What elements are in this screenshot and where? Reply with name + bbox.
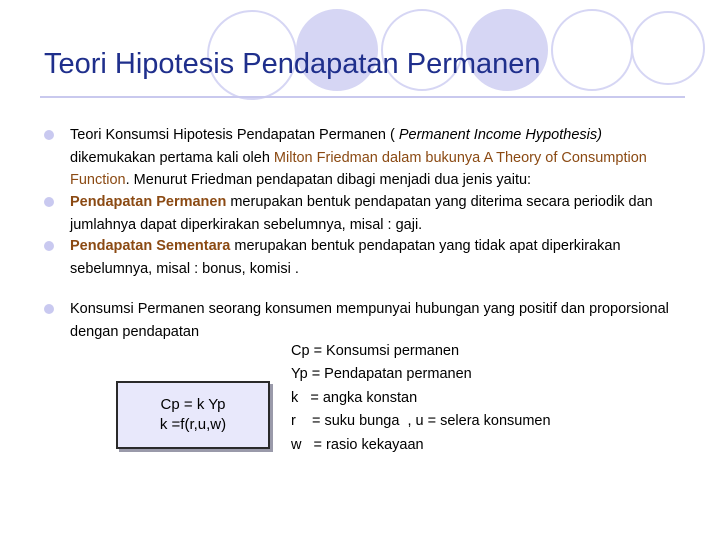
formula-box [116,381,270,449]
bullet-icon [44,304,54,314]
formula-line: Cp = k Yp [160,396,226,413]
bullet-item-4 [70,298,685,343]
bullet-text: . Menurut Friedman pendapatan dibagi menjadi dua jenis yaitu: [125,172,532,188]
bullet-highlight: Pendapatan Permanen [70,194,227,210]
bullet-item-2 [70,191,685,236]
bullet-highlight: Milton Friedman dalam bukunya A Theory of Consumption Function [70,149,647,188]
bullet-icon [44,130,54,140]
definition-k: k = angka konstan [291,389,418,406]
bullet-item-3 [70,235,685,280]
definition-yp: Yp = Pendapatan permanen [291,366,472,383]
bullet-italic-text: Permanent Income Hypothesis) [398,127,602,143]
bullet-icon [44,241,54,251]
bullet-text: Teori Konsumsi Hipotesis Pendapatan Permanen ( [70,127,399,143]
bullet-highlight: Pendapatan Sementara [70,238,231,254]
bullet-text: Konsumsi Permanen seorang konsumen mempunyai hubungan yang positif dan proporsional dengan pendapatan [70,301,669,340]
definition-cp: Cp = Konsumsi permanen [291,343,460,359]
definitions-list [291,340,551,457]
bullet-text: dikemukakan pertama kali oleh [70,149,274,166]
bullet-item-1 [70,124,685,192]
bullet-text: merupakan bentuk pendapatan yang diterima secara periodik dan jumlahnya dapat diperkirakan sebelumnya, misal : gaji. [70,194,653,233]
bullet-text: merupakan bentuk pendapatan yang tidak apat diperkirakan sebelumnya, misal : bonus, komisi . [70,238,621,277]
slide-title: Teori Hipotesis Pendapatan Permanen [44,48,541,80]
formula-line: k =f(r,u,w) [159,416,227,433]
bullet-icon [44,197,54,207]
definition-r: r = suku bunga , u = selera konsumen [291,413,551,430]
definition-w: w = rasio kekayaan [291,436,424,453]
